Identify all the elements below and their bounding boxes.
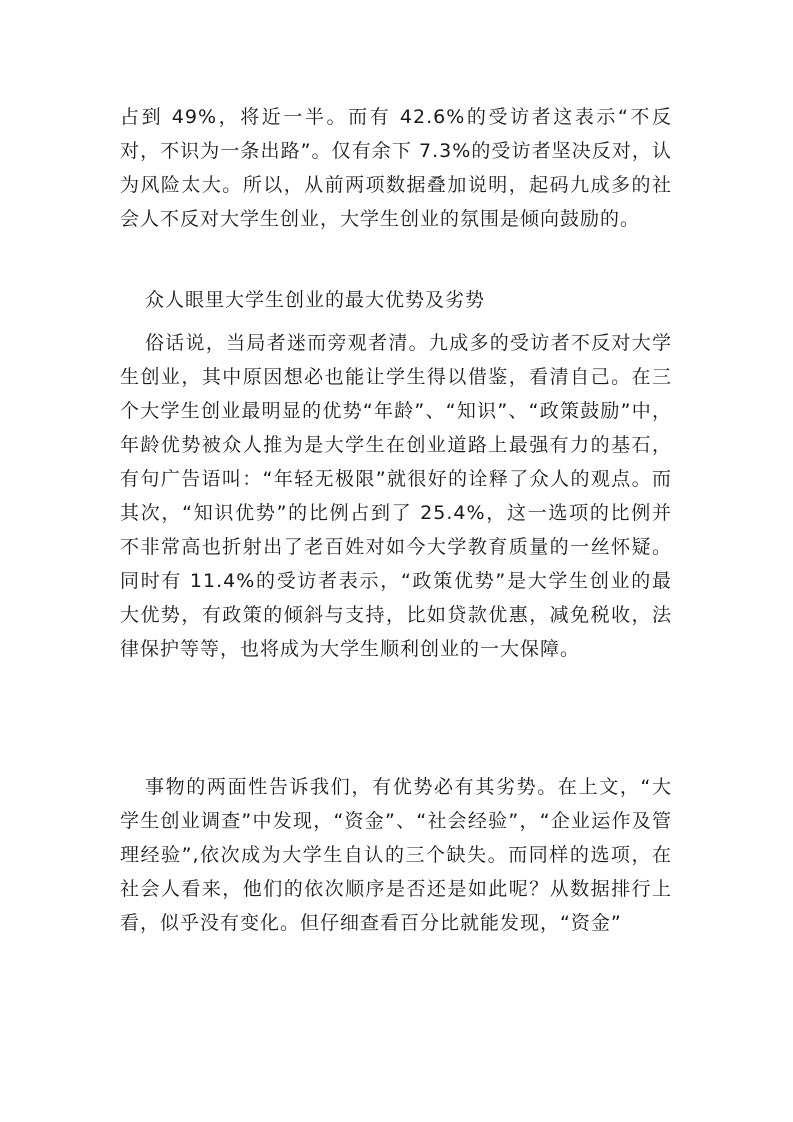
section-heading: 众人眼里大学生创业的最大优势及劣势	[145, 289, 486, 311]
paragraph-disadvantages: 事物的两面性告诉我们，有优势必有其劣势。在上文，“大学生创业调查”中发现，“资金”、“社会经验”，“企业运作及管理经验”,依次成为大学生自认的三个缺失。而同样的选项，在社会人看来，他们的依次顺序是否还是如此呢？从数据排行上看，似乎没有变化。但仔细查看百分比就能发现，“资金”	[120, 776, 672, 934]
paragraph-advantages: 俗话说，当局者迷而旁观者清。九成多的受访者不反对大学生创业，其中原因想必也能让学生得以借鉴，看清自己。在三个大学生创业最明显的优势“年龄”、“知识”、“政策鼓励”中，年龄优势被众人推为是大学生在创业道路上最强有力的基石，有句广告语叫：“年轻无极限”就很好的诠释了众人的观点。而其次，“知识优势”的比例占到了 25.4%，这一选项的比例并不非常高也折射出了老百姓对如今大学教育质量的一丝怀疑。同时有 11.4%的受访者表示，“政策优势”是大学生创业的最大优势，有政策的倾斜与支持，比如贷款优惠，减免税收，法律保护等等，也将成为大学生顺利创业的一大保障。	[120, 332, 672, 660]
paragraph-survey-results: 占到 49%，将近一半。而有 42.6%的受访者这表示“不反对，不识为一条出路”。仅有余下 7.3%的受访者坚决反对，认为风险太大。所以，从前两项数据叠加说明，起码九成多的社会人不反对大学生创业，大学生创业的氛围是倾向鼓励的。	[120, 106, 672, 230]
